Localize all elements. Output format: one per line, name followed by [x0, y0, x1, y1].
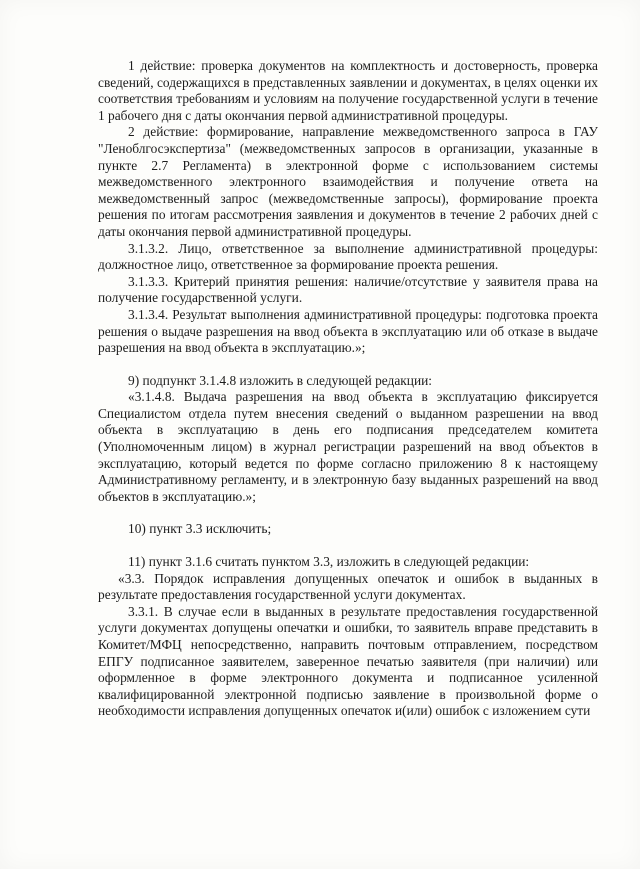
paragraph-item-11: 11) пункт 3.1.6 считать пунктом 3.3, изложить в следующей редакции:	[128, 554, 530, 570]
paragraph-item-9: 9) подпункт 3.1.4.8 изложить в следующей редакции:	[128, 372, 433, 388]
paragraph-3-1-4-8: «3.1.4.8. Выдача разрешения на ввод объекта в эксплуатацию фиксируется Специалистом отдела путем внесения сведений о выданном разрешении на ввод объекта в эксплуатацию в день его подписания председателем комитета (Уполномоченным лицом) в журнал регистрации разрешений на ввод объектов в эксплуатацию, который ведется по форме согласно приложению 8 к настоящему Административному регламенту, и в электронную базу выданных разрешений на ввод объектов в эксплуатацию.»;	[98, 389, 598, 504]
spacer	[98, 538, 598, 554]
spacer	[98, 505, 598, 521]
document-page	[98, 58, 598, 720]
paragraph-item-10: 10) пункт 3.3 исключить;	[128, 521, 272, 537]
paragraph-action-1: 1 действие: проверка документов на комплектность и достоверность, проверка сведений, содержащихся в представленных заявлении и документах, в целях оценки их соответствия требованиям и условиям на получение государственной услуги в течение 1 рабочего дня с даты окончания первой административной процедуры.	[98, 58, 598, 123]
paragraph-3-1-3-3: 3.1.3.3. Критерий принятия решения: наличие/отсутствие у заявителя права на получение государственной услуги.	[98, 273, 598, 306]
paragraph-3-3-1: 3.3.1. В случае если в выданных в результате предоставления государственной услуги документах допущены опечатки и ошибки, то заявитель вправе представить в Комитет/МФЦ непосредственно, направить почтовым отправлением, посредством ЕПГУ подписанное заявителем, заверенное печатью заявителя (при наличии) или оформленное в форме электронного документа и подписанное усиленной квалифицированной электронной подписью заявление в произвольной форме о необходимости исправления допущенных опечаток и(или) ошибок с изложением сути	[98, 603, 598, 719]
paragraph-3-1-3-2: 3.1.3.2. Лицо, ответственное за выполнение административной процедуры: должностное лицо, ответственное за формирование проекта решения.	[98, 240, 598, 273]
spacer	[98, 357, 598, 373]
paragraph-3-1-3-4: 3.1.3.4. Результат выполнения административной процедуры: подготовка проекта решения о выдаче разрешения на ввод объекта в эксплуатацию или об отказе в выдаче разрешения на ввод объекта в эксплуатацию.»;	[98, 306, 598, 356]
paragraph-action-2: 2 действие: формирование, направление межведомственного запроса в ГАУ "Леноблгосэкспертиза" (межведомственных запросов в организации, указанные в пункте 2.7 Регламента) в электронной форме с использованием системы межведомственного электронного взаимодействия и получение ответа на межведомственный запрос (межведомственные запросы), формирование проекта решения по итогам рассмотрения заявления и документов в течение 2 рабочих дней с даты окончания первой административной процедуры.	[98, 124, 598, 239]
paragraph-3-3: «3.3. Порядок исправления допущенных опечаток и ошибок в выданных в результате предоставления государственной услуги документах.	[98, 570, 598, 603]
